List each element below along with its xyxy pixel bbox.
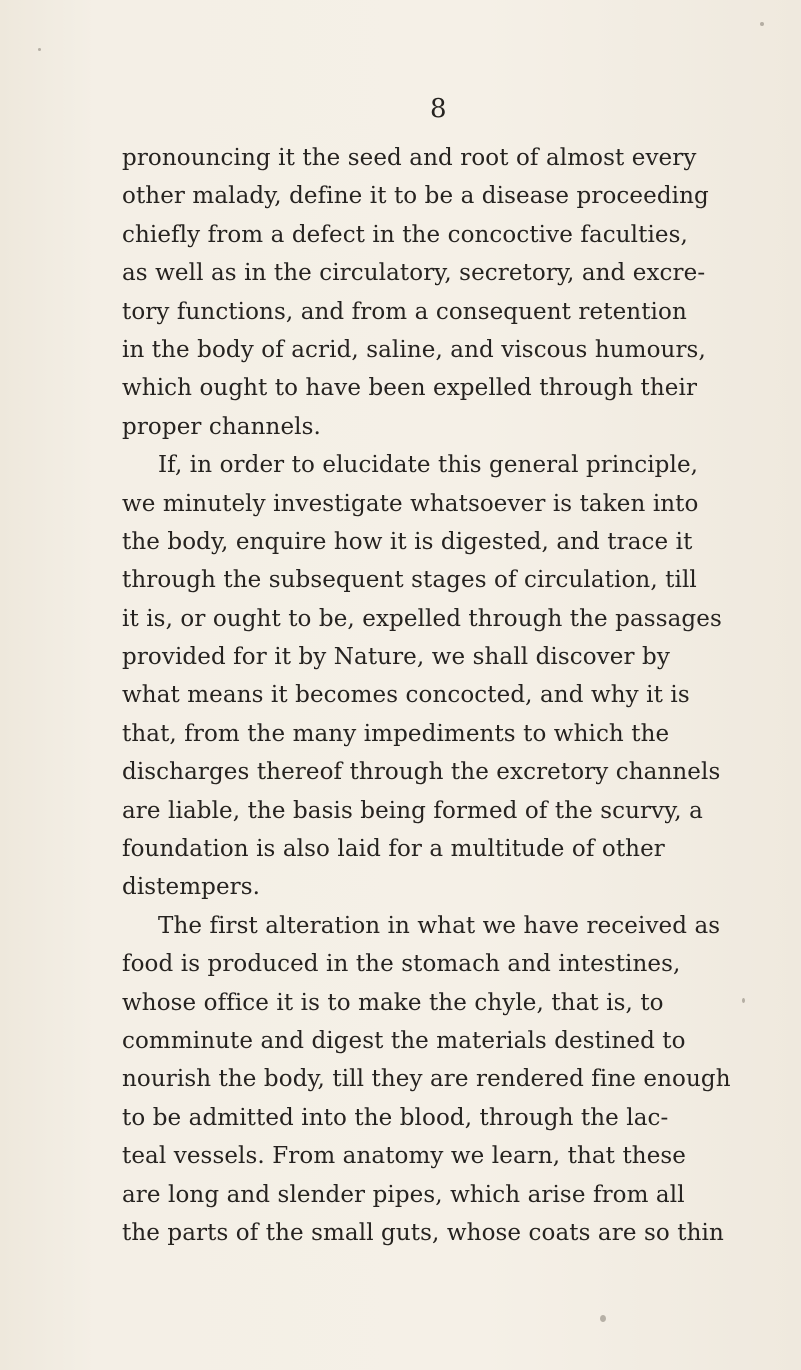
text-line: are long and slender pipes, which arise from all xyxy=(122,1181,685,1208)
text-line: which ought to have been expelled through their xyxy=(122,375,698,402)
text-line: foundation is also laid for a multitude of other xyxy=(122,836,665,863)
text-line: as well as in the circulatory, secretory, and excre- xyxy=(122,260,706,287)
text-line: we minutely investigate whatsoever is taken into xyxy=(122,490,699,517)
text-line: to be admitted into the blood, through the lac- xyxy=(122,1104,669,1131)
body-text xyxy=(122,139,732,1252)
paper-speck xyxy=(760,22,764,26)
text-line: teal vessels. From anatomy we learn, that these xyxy=(122,1143,687,1170)
text-line: food is produced in the stomach and intestines, xyxy=(122,951,681,978)
text-line: tory functions, and from a consequent retention xyxy=(122,298,687,325)
text-line: what means it becomes concocted, and why it is xyxy=(122,682,690,709)
text-line: proper channels. xyxy=(122,413,321,440)
text-line: that, from the many impediments to which the xyxy=(122,720,670,747)
text-line: pronouncing it the seed and root of almost every xyxy=(122,145,697,171)
text-line: discharges thereof through the excretory channels xyxy=(122,759,721,786)
page-number: 8 xyxy=(430,94,447,124)
text-line: provided for it by Nature, we shall discover by xyxy=(122,644,670,671)
paper-speck xyxy=(600,1315,606,1322)
text-line: other malady, define it to be a disease proceeding xyxy=(122,183,709,210)
paper-speck xyxy=(38,48,41,51)
text-line: in the body of acrid, saline, and viscous humours, xyxy=(122,336,706,363)
paper-speck xyxy=(742,998,745,1003)
text-line: whose office it is to make the chyle, that is, to xyxy=(122,989,664,1016)
text-line-paragraph-start: The first alteration in what we have received as xyxy=(158,912,721,939)
text-line: are liable, the basis being formed of the scurvy, a xyxy=(122,797,703,824)
text-line: distempers. xyxy=(122,874,261,901)
text-line: nourish the body, till they are rendered fine enough xyxy=(122,1066,731,1093)
text-line: through the subsequent stages of circulation, till xyxy=(122,567,697,594)
text-line: it is, or ought to be, expelled through the passages xyxy=(122,605,722,632)
text-line: the body, enquire how it is digested, and trace it xyxy=(122,528,693,555)
text-line-paragraph-start: If, in order to elucidate this general principle, xyxy=(158,452,699,479)
text-line: chiefly from a defect in the concoctive faculties, xyxy=(122,221,688,248)
text-line: the parts of the small guts, whose coats are so thin xyxy=(122,1219,724,1246)
text-line: comminute and digest the materials destined to xyxy=(122,1027,686,1054)
